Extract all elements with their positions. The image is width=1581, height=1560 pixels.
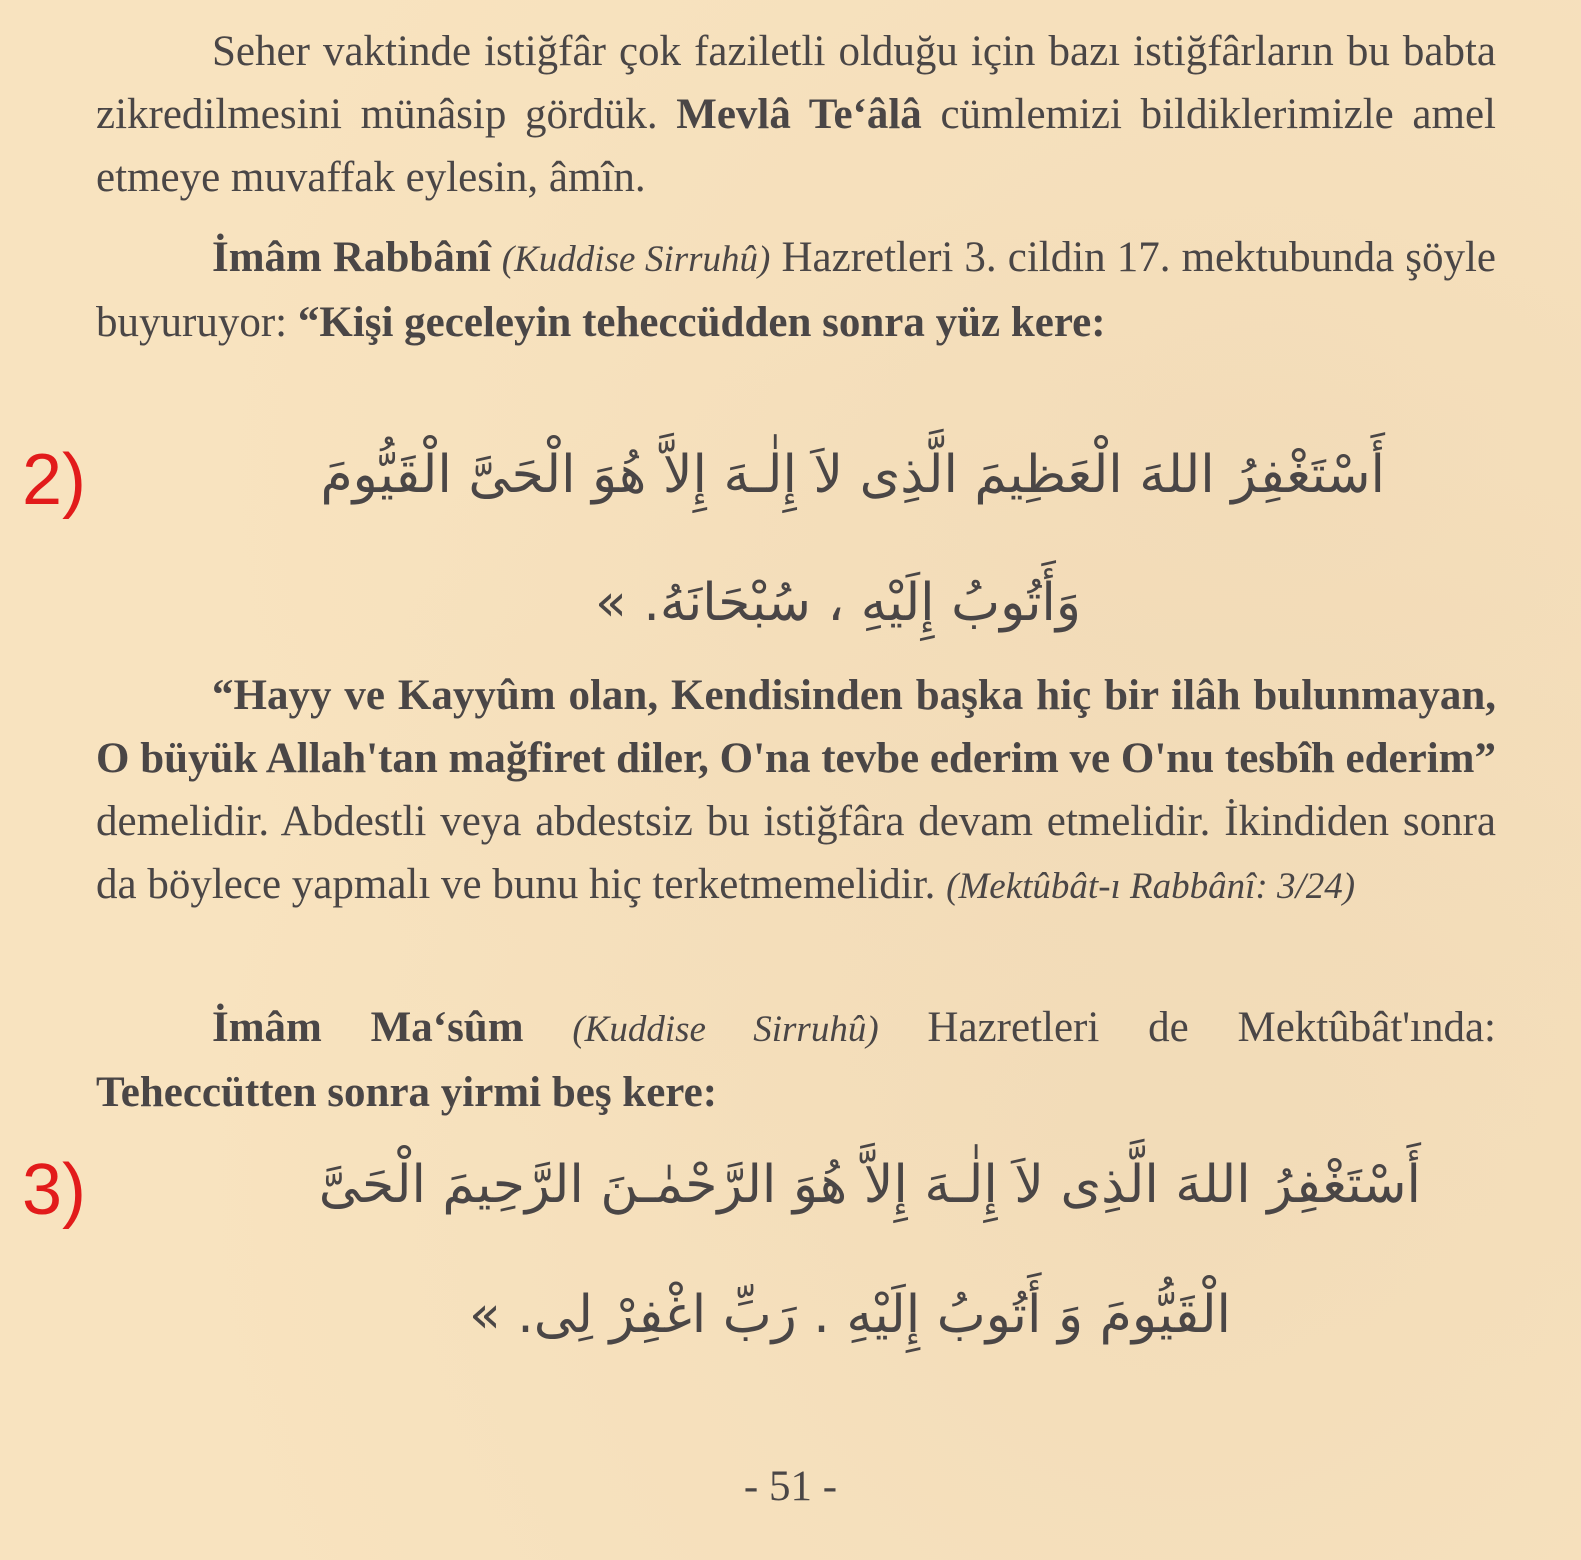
arabic-prayer-3-line-2: الْقَيُّومَ وَ أَتُوبُ إِلَيْهِ . رَبِّ اغْفِرْ لِى. »	[468, 1285, 1231, 1345]
paragraph-1-text-a: Seher vaktinde istiğfâr çok faziletli olduğu için bazı istiğfârların bu babta zikredilmesini münâsip gördük.	[96, 28, 1496, 138]
paragraph-4	[96, 996, 1496, 1124]
paragraph-3	[96, 664, 1496, 918]
paragraph-3-bold-quote: “Hayy ve Kayyûm olan, Kendisinden başka hiç bir ilâh bulunmayan, O büyük Allah'tan mağfiret diler, O'na tevbe ederim ve O'nu tesbîh ederim”	[96, 672, 1496, 782]
paragraph-4-bold: Teheccütten sonra yirmi beş kere:	[96, 1069, 718, 1116]
marker-3: 3)	[22, 1150, 87, 1230]
imam-rabbani-name: İmâm Rabbânî	[212, 234, 491, 281]
paragraph-4-text: Hazretleri de Mektûbât'ında:	[878, 1004, 1497, 1051]
paragraph-2-text: Hazretleri 3. cildin 17. mektubunda şöyle buyuruyor:	[96, 234, 1497, 346]
honorific-title: (Kuddise Sirruhû)	[501, 239, 771, 280]
paragraph-2-quote: “Kişi geceleyin teheccüdden sonra yüz kere:	[297, 299, 1106, 346]
page-number: - 51 -	[743, 1463, 838, 1510]
imam-masum-name: İmâm Ma‘sûm	[212, 1004, 524, 1051]
paragraph-1-text-b: cümlemizi bildiklerimizle amel etmeye muvaffak eylesin, âmîn.	[96, 91, 1496, 201]
citation: (Mektûbât-ı Rabbânî: 3/24)	[946, 866, 1356, 907]
arabic-prayer-2-line-2: وَأَتُوبُ إِلَيْهِ ، سُبْحَانَهُ. »	[595, 573, 1081, 633]
arabic-prayer-3-line-1: أَسْتَغْفِرُ اللهَ الَّذِى لاَ إِلٰـهَ إِلاَّ هُوَ الرَّحْمٰـنَ الرَّحِيمَ الْحَىَّ	[318, 1155, 1421, 1215]
paragraph-3-text: demelidir. Abdestli veya abdestsiz bu istiğfâra devam etmelidir. İkindiden sonra da böylece yapmalı ve bunu hiç terketmemelidir.	[96, 798, 1496, 908]
honorific-title-2: (Kuddise Sirruhû)	[572, 1009, 879, 1050]
paragraph-1-bold: Mevlâ Te‘âlâ	[676, 91, 922, 138]
arabic-prayer-2-line-1: أَسْتَغْفِرُ اللهَ الْعَظِيمَ الَّذِى لاَ إِلٰـهَ إِلاَّ هُوَ الْحَىَّ الْقَيُّومَ	[320, 445, 1385, 505]
paragraph-1	[96, 20, 1496, 209]
paragraph-2	[96, 226, 1496, 354]
marker-2: 2)	[22, 440, 87, 520]
